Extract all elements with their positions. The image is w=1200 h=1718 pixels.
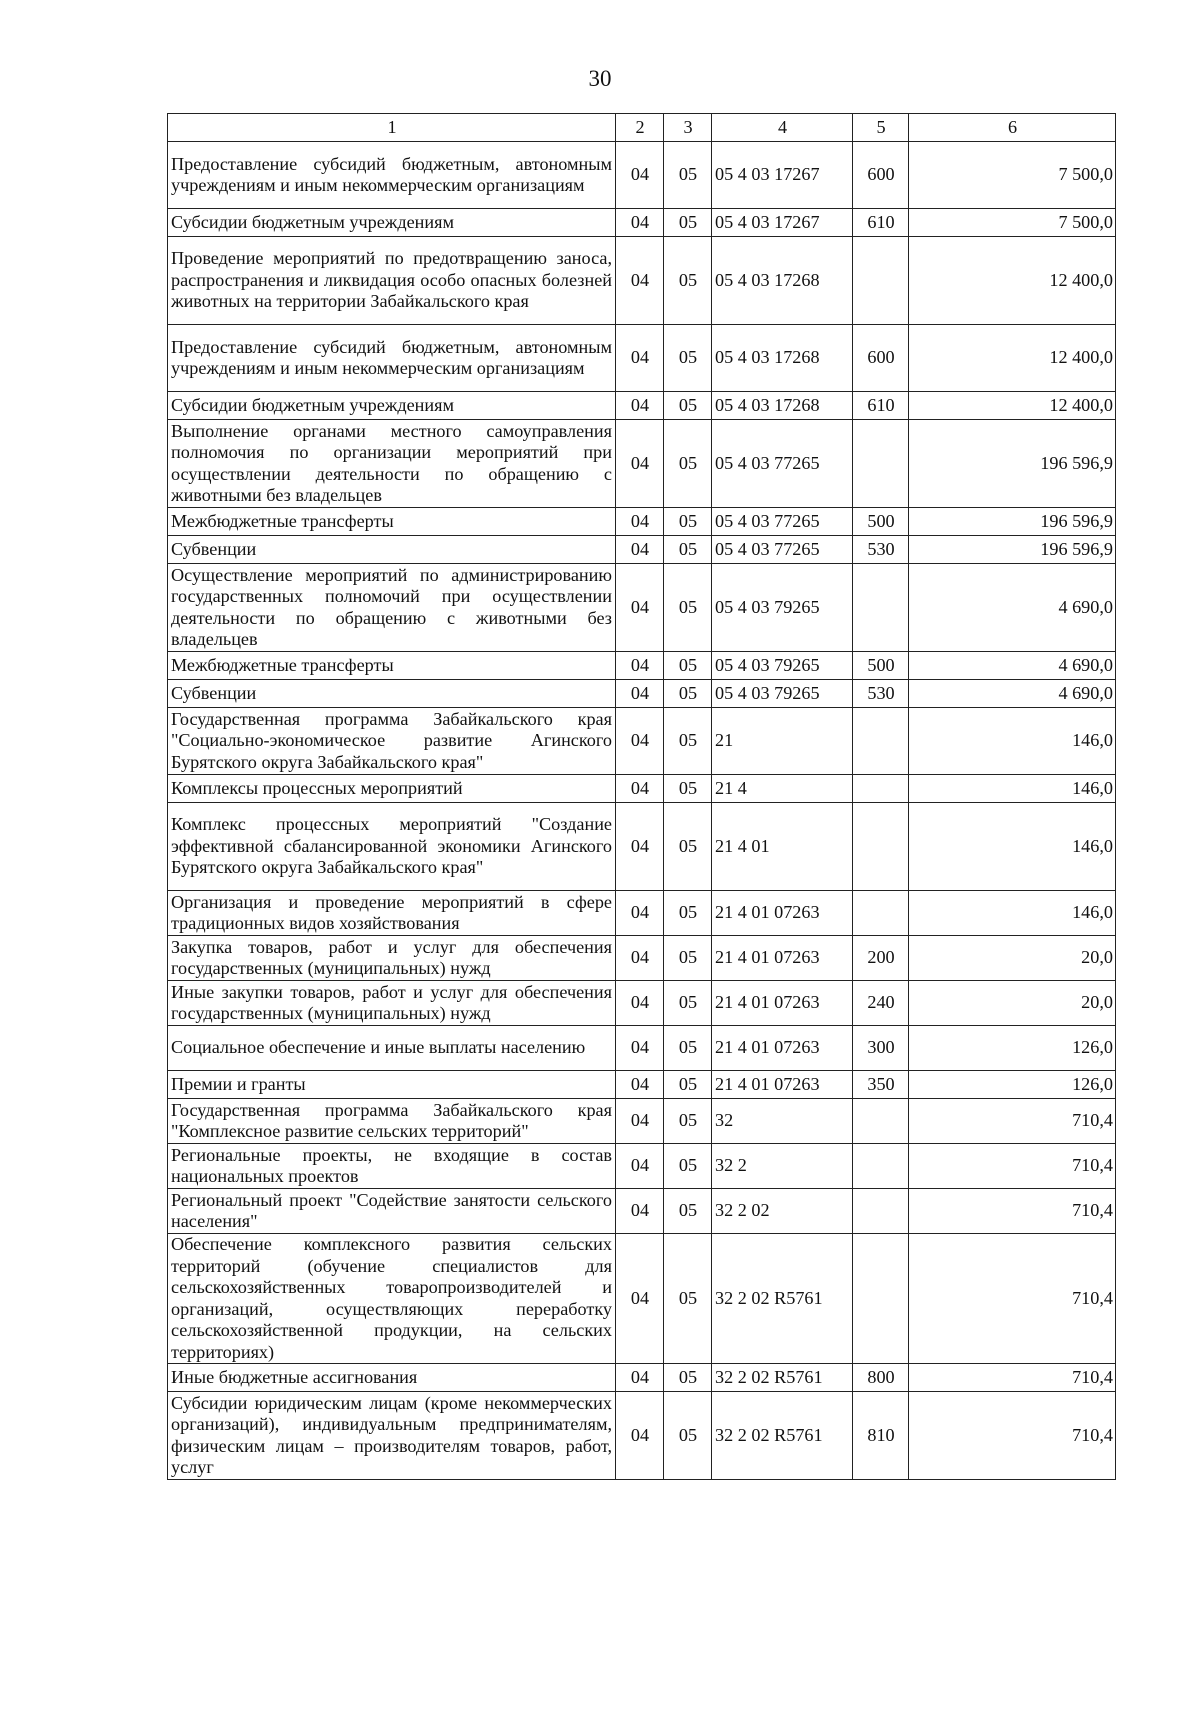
budget-item-name: Иные закупки товаров, работ и услуг для обеспечения государственных (муниципальных) нужд	[168, 981, 616, 1026]
table-row	[168, 142, 1116, 209]
subsection-code: 05	[664, 325, 712, 392]
subsection-code: 05	[664, 392, 712, 420]
section-code: 04	[616, 1026, 664, 1071]
target-article-code: 21 4 01 07263	[712, 1071, 853, 1099]
subsection-code: 05	[664, 508, 712, 536]
amount: 20,0	[909, 981, 1116, 1026]
table-row	[168, 1144, 1116, 1189]
budget-item-name: Межбюджетные трансферты	[168, 508, 616, 536]
expense-type-code	[853, 1234, 909, 1364]
amount: 20,0	[909, 936, 1116, 981]
amount: 196 596,9	[909, 536, 1116, 564]
expense-type-code: 530	[853, 536, 909, 564]
section-code: 04	[616, 1144, 664, 1189]
budget-item-name: Премии и гранты	[168, 1071, 616, 1099]
subsection-code: 05	[664, 680, 712, 708]
amount: 710,4	[909, 1392, 1116, 1480]
section-code: 04	[616, 936, 664, 981]
header-row	[168, 114, 1116, 142]
table-row	[168, 891, 1116, 936]
budget-item-name: Комплекс процессных мероприятий "Создание эффективной сбалансированной экономики Агинского Бурятского округа Забайкальского края"	[168, 803, 616, 891]
target-article-code: 21 4 01 07263	[712, 981, 853, 1026]
table-row	[168, 981, 1116, 1026]
amount: 196 596,9	[909, 420, 1116, 508]
section-code: 04	[616, 1099, 664, 1144]
subsection-code: 05	[664, 1234, 712, 1364]
subsection-code: 05	[664, 803, 712, 891]
header-cell-3: 3	[664, 114, 712, 142]
budget-item-name: Предоставление субсидий бюджетным, автономным учреждениям и иным некоммерческим организациям	[168, 142, 616, 209]
section-code: 04	[616, 1071, 664, 1099]
section-code: 04	[616, 536, 664, 564]
header-cell-4: 4	[712, 114, 853, 142]
table-row	[168, 420, 1116, 508]
subsection-code: 05	[664, 1026, 712, 1071]
section-code: 04	[616, 1234, 664, 1364]
table-row	[168, 1234, 1116, 1364]
subsection-code: 05	[664, 142, 712, 209]
amount: 12 400,0	[909, 325, 1116, 392]
amount: 146,0	[909, 803, 1116, 891]
target-article-code: 21 4 01	[712, 803, 853, 891]
table-row	[168, 209, 1116, 237]
subsection-code: 05	[664, 237, 712, 325]
expense-type-code: 350	[853, 1071, 909, 1099]
subsection-code: 05	[664, 564, 712, 652]
expense-type-code: 500	[853, 652, 909, 680]
expense-type-code: 600	[853, 325, 909, 392]
budget-table	[167, 113, 1116, 1480]
expense-type-code	[853, 775, 909, 803]
budget-item-name: Субвенции	[168, 680, 616, 708]
subsection-code: 05	[664, 1364, 712, 1392]
target-article-code: 32 2	[712, 1144, 853, 1189]
target-article-code: 32	[712, 1099, 853, 1144]
expense-type-code	[853, 803, 909, 891]
amount: 710,4	[909, 1144, 1116, 1189]
section-code: 04	[616, 775, 664, 803]
section-code: 04	[616, 1364, 664, 1392]
amount: 146,0	[909, 775, 1116, 803]
subsection-code: 05	[664, 536, 712, 564]
expense-type-code	[853, 420, 909, 508]
table-row	[168, 1392, 1116, 1480]
budget-item-name: Социальное обеспечение и иные выплаты населению	[168, 1026, 616, 1071]
amount: 710,4	[909, 1189, 1116, 1234]
expense-type-code: 240	[853, 981, 909, 1026]
target-article-code: 05 4 03 79265	[712, 564, 853, 652]
expense-type-code	[853, 891, 909, 936]
amount: 126,0	[909, 1071, 1116, 1099]
amount: 710,4	[909, 1364, 1116, 1392]
subsection-code: 05	[664, 1392, 712, 1480]
target-article-code: 05 4 03 17268	[712, 325, 853, 392]
subsection-code: 05	[664, 1144, 712, 1189]
budget-item-name: Межбюджетные трансферты	[168, 652, 616, 680]
budget-item-name: Осуществление мероприятий по администрированию государственных полномочий при осуществлении деятельности по обращению с животными без владельцев	[168, 564, 616, 652]
amount: 126,0	[909, 1026, 1116, 1071]
subsection-code: 05	[664, 708, 712, 775]
budget-item-name: Закупка товаров, работ и услуг для обеспечения государственных (муниципальных) нужд	[168, 936, 616, 981]
expense-type-code: 810	[853, 1392, 909, 1480]
amount: 4 690,0	[909, 564, 1116, 652]
section-code: 04	[616, 680, 664, 708]
table-row	[168, 237, 1116, 325]
budget-item-name: Государственная программа Забайкальского края "Комплексное развитие сельских территорий"	[168, 1099, 616, 1144]
expense-type-code: 610	[853, 392, 909, 420]
header-cell-6: 6	[909, 114, 1116, 142]
target-article-code: 05 4 03 79265	[712, 680, 853, 708]
target-article-code: 32 2 02 R5761	[712, 1364, 853, 1392]
subsection-code: 05	[664, 209, 712, 237]
subsection-code: 05	[664, 775, 712, 803]
section-code: 04	[616, 325, 664, 392]
subsection-code: 05	[664, 1189, 712, 1234]
table-row	[168, 708, 1116, 775]
budget-item-name: Проведение мероприятий по предотвращению заноса, распространения и ликвидация особо опасных болезней животных на территории Забайкальского края	[168, 237, 616, 325]
expense-type-code: 500	[853, 508, 909, 536]
section-code: 04	[616, 1392, 664, 1480]
target-article-code: 21 4 01 07263	[712, 936, 853, 981]
target-article-code: 21 4	[712, 775, 853, 803]
subsection-code: 05	[664, 420, 712, 508]
amount: 12 400,0	[909, 392, 1116, 420]
section-code: 04	[616, 508, 664, 536]
expense-type-code	[853, 1144, 909, 1189]
budget-item-name: Региональный проект "Содействие занятости сельского населения"	[168, 1189, 616, 1234]
section-code: 04	[616, 981, 664, 1026]
target-article-code: 32 2 02 R5761	[712, 1234, 853, 1364]
section-code: 04	[616, 237, 664, 325]
budget-item-name: Региональные проекты, не входящие в состав национальных проектов	[168, 1144, 616, 1189]
header-cell-2: 2	[616, 114, 664, 142]
target-article-code: 21 4 01 07263	[712, 1026, 853, 1071]
table-row	[168, 1026, 1116, 1071]
amount: 710,4	[909, 1234, 1116, 1364]
target-article-code: 05 4 03 17267	[712, 209, 853, 237]
table-row	[168, 680, 1116, 708]
expense-type-code: 200	[853, 936, 909, 981]
budget-item-name: Выполнение органами местного самоуправления полномочия по организации мероприятий при осуществлении деятельности по обращению с животными без владельцев	[168, 420, 616, 508]
expense-type-code: 300	[853, 1026, 909, 1071]
amount: 4 690,0	[909, 652, 1116, 680]
section-code: 04	[616, 652, 664, 680]
section-code: 04	[616, 209, 664, 237]
amount: 7 500,0	[909, 142, 1116, 209]
budget-item-name: Организация и проведение мероприятий в сфере традиционных видов хозяйствования	[168, 891, 616, 936]
section-code: 04	[616, 142, 664, 209]
subsection-code: 05	[664, 652, 712, 680]
target-article-code: 05 4 03 17268	[712, 237, 853, 325]
budget-item-name: Государственная программа Забайкальского края "Социально-экономическое развитие Агинского Бурятского округа Забайкальского края"	[168, 708, 616, 775]
table-row	[168, 1364, 1116, 1392]
budget-item-name: Предоставление субсидий бюджетным, автономным учреждениям и иным некоммерческим организациям	[168, 325, 616, 392]
amount: 4 690,0	[909, 680, 1116, 708]
amount: 146,0	[909, 891, 1116, 936]
target-article-code: 32 2 02 R5761	[712, 1392, 853, 1480]
expense-type-code	[853, 1189, 909, 1234]
section-code: 04	[616, 708, 664, 775]
section-code: 04	[616, 891, 664, 936]
budget-item-name: Субсидии бюджетным учреждениям	[168, 209, 616, 237]
expense-type-code	[853, 708, 909, 775]
target-article-code: 05 4 03 79265	[712, 652, 853, 680]
table-row	[168, 536, 1116, 564]
table-row	[168, 1099, 1116, 1144]
expense-type-code	[853, 237, 909, 325]
table-row	[168, 1189, 1116, 1234]
subsection-code: 05	[664, 936, 712, 981]
expense-type-code: 530	[853, 680, 909, 708]
subsection-code: 05	[664, 891, 712, 936]
table-row	[168, 803, 1116, 891]
target-article-code: 05 4 03 17268	[712, 392, 853, 420]
section-code: 04	[616, 803, 664, 891]
subsection-code: 05	[664, 1071, 712, 1099]
amount: 710,4	[909, 1099, 1116, 1144]
header-cell-5: 5	[853, 114, 909, 142]
expense-type-code: 610	[853, 209, 909, 237]
page-number: 30	[588, 66, 612, 91]
table-row	[168, 775, 1116, 803]
expense-type-code	[853, 1099, 909, 1144]
expense-type-code	[853, 564, 909, 652]
section-code: 04	[616, 392, 664, 420]
table-row	[168, 652, 1116, 680]
expense-type-code: 800	[853, 1364, 909, 1392]
amount: 196 596,9	[909, 508, 1116, 536]
table-row	[168, 1071, 1116, 1099]
section-code: 04	[616, 564, 664, 652]
amount: 146,0	[909, 708, 1116, 775]
target-article-code: 05 4 03 77265	[712, 508, 853, 536]
budget-item-name: Комплексы процессных мероприятий	[168, 775, 616, 803]
target-article-code: 05 4 03 77265	[712, 420, 853, 508]
target-article-code: 05 4 03 77265	[712, 536, 853, 564]
table-row	[168, 508, 1116, 536]
header-cell-1: 1	[168, 114, 616, 142]
subsection-code: 05	[664, 1099, 712, 1144]
section-code: 04	[616, 420, 664, 508]
budget-item-name: Иные бюджетные ассигнования	[168, 1364, 616, 1392]
target-article-code: 21	[712, 708, 853, 775]
budget-item-name: Обеспечение комплексного развития сельских территорий (обучение специалистов для сельскохозяйственных товаропроизводителей и организаций, осуществляющих переработку сельскохозяйственной продукции, на сельских территориях)	[168, 1234, 616, 1364]
target-article-code: 21 4 01 07263	[712, 891, 853, 936]
table-row	[168, 936, 1116, 981]
section-code: 04	[616, 1189, 664, 1234]
table-row	[168, 392, 1116, 420]
expense-type-code: 600	[853, 142, 909, 209]
subsection-code: 05	[664, 981, 712, 1026]
budget-item-name: Субвенции	[168, 536, 616, 564]
target-article-code: 05 4 03 17267	[712, 142, 853, 209]
amount: 12 400,0	[909, 237, 1116, 325]
amount: 7 500,0	[909, 209, 1116, 237]
budget-item-name: Субсидии юридическим лицам (кроме некоммерческих организаций), индивидуальным предпринимателям, физическим лицам – производителям товаров, работ, услуг	[168, 1392, 616, 1480]
target-article-code: 32 2 02	[712, 1189, 853, 1234]
table-row	[168, 325, 1116, 392]
table-row	[168, 564, 1116, 652]
budget-item-name: Субсидии бюджетным учреждениям	[168, 392, 616, 420]
